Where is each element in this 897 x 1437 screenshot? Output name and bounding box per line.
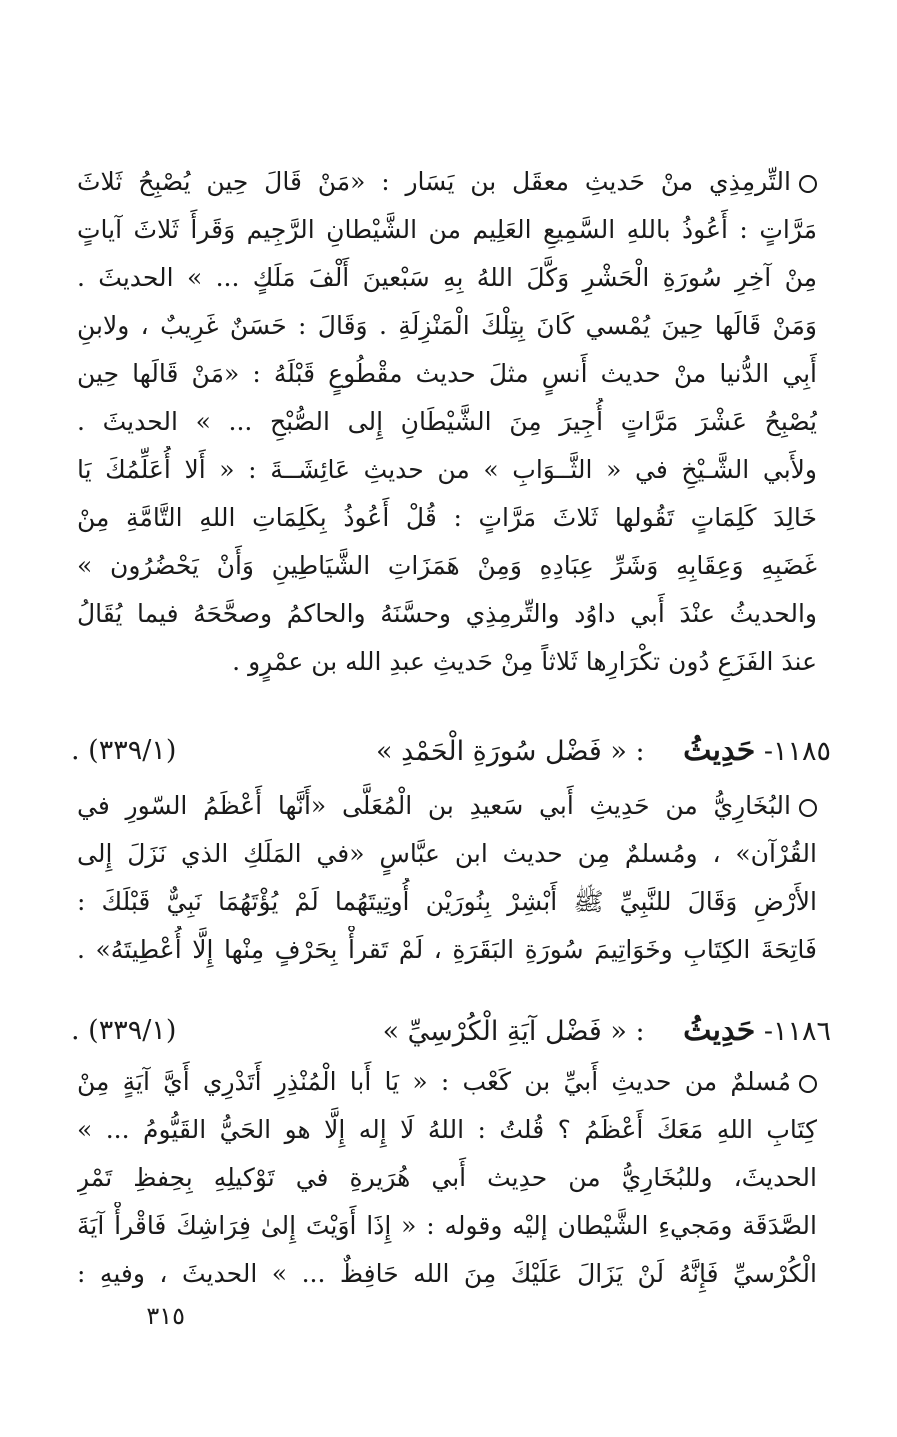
text-line: الحديثَ، وللبُخَارِيُّ من حدِيث أَبي هُرَيرةِ في تَوْكيلِهِ بِحِفظِ تَمْرِ bbox=[77, 1163, 817, 1192]
text-line: غَضَبِهِ وَعِقَابِهِ وَشَرِّ عِبَادِهِ وَمِنْ هَمَزَاتِ الشَّيَاطِينِ وَأَنْ يَحْضُرُون » bbox=[77, 551, 817, 580]
text-line: الْكُرْسيِّ فَإِنَّهُ لَنْ يَزَالَ عَلَيْكَ مِنَ الله حَافِظٌ ... » الحديثَ ، وفيهِ : bbox=[77, 1259, 817, 1288]
bullet-circle-icon bbox=[799, 799, 817, 817]
text-line: البُخَارِيُّ من حَدِيثِ أَبي سَعيدِ بن الْمُعَلَّى «أَنَّها أَعْظَمُ السّورِ في bbox=[77, 782, 817, 830]
text-line: مُسلمٌ من حديثِ أَبيِّ بن كَعْب : « يَا أَبا الْمُنْذِرِ أَتَدْرِي أَيَّ آيَةٍ مِنْ bbox=[77, 1058, 817, 1106]
hadith-commentary-paragraph-3 bbox=[77, 1058, 817, 1298]
bullet-circle-icon bbox=[799, 175, 817, 193]
text-line: أَبِي الدُّنيا منْ حديث أَنسٍ مثلَ حديث مقْطُوعٍ قَبْلَهُ : «مَنْ قَالَها حِين bbox=[77, 359, 817, 388]
hadith-heading-1185 bbox=[71, 724, 831, 778]
text-line: مَرَّاتٍ : أَعُوذُ باللهِ السَّمِيعِ العَلِيم من الشَّيْطانِ الرَّجِيم وَقَرأَ ثَلاثَ آياتٍ bbox=[77, 215, 817, 244]
text-line: وَمَنْ قَالَها حِينَ يُمْسي كَانَ بِتِلْكَ الْمَنْزِلَةِ . وَقَالَ : حَسَنٌ غَرِيبٌ ، ولابنِ bbox=[77, 311, 817, 340]
text-line: فَاتِحَةَ الكِتَابِ وخَوَاتِيمَ سُورَةِ البَقَرَةِ ، لَمْ تَقرأْ بِحَرْفٍ مِنْها إِلَّا أُعْطِيتَهُ» . bbox=[77, 935, 817, 964]
hadith-number: ١١٨٥- bbox=[763, 736, 831, 767]
volume-page-reference: (٣٣٩/١) . bbox=[71, 735, 177, 766]
text-line: كِتَابِ اللهِ مَعَكَ أَعْظَمُ ؟ قُلتُ : اللهُ لَا إِله إِلَّا هو الحَيُّ القَيُّومُ ... » bbox=[77, 1115, 817, 1144]
page-number: ٣١٥ bbox=[146, 1302, 185, 1330]
text-line: الأَرْضِ وَقَالَ للنَّبِيِّ ﷺ أَبْشِرْ بِنُورَيْن أُوتِيتَهُما لَمْ يُؤْتَهُمَا نَبِيٌّ قَبْلَكَ : bbox=[77, 887, 817, 916]
text-line: والحديثُ عنْدَ أَبي داوُد والتِّرمِذِي وحسَّنَهُ والحاكمُ وصحَّحَهُ فيما يُقَالُ bbox=[77, 599, 817, 628]
text-line: يُصْبِحُ عَشْرَ مَرَّاتٍ أُجِيرَ مِنَ الشَّيْطَانِ إِلى الصُّبْحِ ... » الحديثَ . bbox=[77, 407, 817, 436]
text-line: القُرْآن» ، ومُسلمٌ مِن حديث ابن عبَّاسٍ «في المَلَكِ الذي نَزَلَ إِلى bbox=[77, 839, 817, 868]
hadith-number: ١١٨٦- bbox=[763, 1016, 831, 1047]
hadith-label: حَدِيثُ bbox=[683, 733, 756, 768]
text-line: التِّرمِذِي منْ حَديثِ معقَل بن يَسَار : «مَنْ قَالَ حِين يُصْبِحُ ثَلاثَ bbox=[77, 158, 817, 206]
hadith-commentary-paragraph-1 bbox=[77, 158, 817, 686]
text-line: ولأَبي الشَّـيْخِ في « الثَّــوَابِ » من حديثِ عَائِشَــةَ : « أَلا أُعَلِّمُكَ يَا bbox=[77, 455, 817, 484]
hadith-commentary-paragraph-2 bbox=[77, 782, 817, 974]
hadith-heading-1186 bbox=[71, 1004, 831, 1058]
volume-page-reference: (٣٣٩/١) . bbox=[71, 1015, 177, 1046]
text-line: خَالِدَ كَلِمَاتٍ تَقُولها ثَلاثَ مَرَّاتٍ : قُلْ أَعُوذُ بِكَلِمَاتِ اللهِ التَّامَّةِ مِنْ bbox=[77, 503, 817, 532]
text-line: عندَ الفَزَعِ دُون تكْرَارِها ثَلاثاً مِنْ حَديثِ عبدِ الله بن عمْرٍو . bbox=[232, 647, 817, 676]
text-line: مِنْ آخِرِ سُورَةِ الْحَشْرِ وَكَّلَ اللهُ بِهِ سَبْعينَ أَلْفَ مَلَكٍ ... » الحديثَ . bbox=[77, 263, 817, 292]
hadith-title: : « فَضْل آيَةِ الْكُرْسِيِّ » bbox=[382, 1016, 645, 1047]
bullet-circle-icon bbox=[799, 1075, 817, 1093]
hadith-title: : « فَضْل سُورَةِ الْحَمْدِ » bbox=[376, 736, 645, 767]
hadith-label: حَدِيثُ bbox=[683, 1013, 756, 1048]
text-line: الصَّدَقَة ومَجيءِ الشَّيْطان إليْه وقوله : « إِذَا أَوَيْتَ إِلىٰ فِرَاشِكَ فَاقْرأْ آيَةَ bbox=[77, 1211, 817, 1240]
